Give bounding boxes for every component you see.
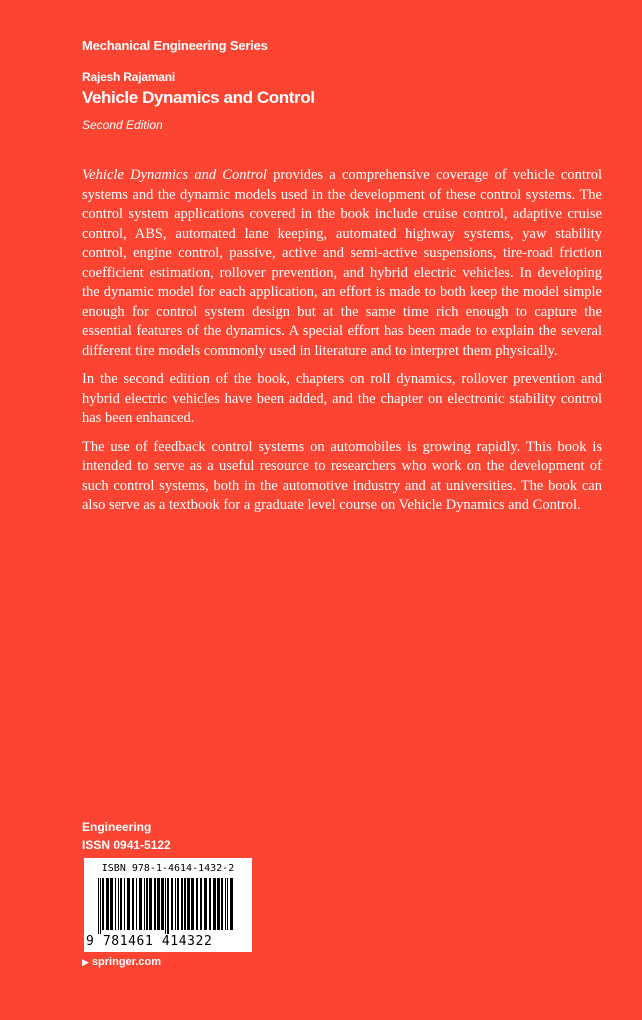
description-paragraph-1-text: provides a comprehensive coverage of vehicle control systems and the dynamic models used in the development of these control systems. The control system applications covered in the book include cruise control, adaptive cruise control, ABS, automated lane keeping, automated highway systems, yaw stability control, engine control, passive, active and semi-active suspensions, tire-road friction coefficient estimation, rollover prevention, and hybrid electric vehicles. In developing the dynamic model for each application, an effort is made to both keep the model simple enough for control system design but at the same time rich enough to capture the essential features of the dynamics. A special effort has been made to explain the several different tire models commonly used in literature and to interpret them physically. bbox=[82, 167, 603, 359]
book-description bbox=[82, 166, 602, 525]
barcode-digits: 9 781461 414322 bbox=[86, 934, 213, 949]
barcode bbox=[84, 858, 252, 952]
description-title-italic: Vehicle Dynamics and Control bbox=[82, 167, 267, 183]
publisher-url: springer.com bbox=[91, 956, 161, 968]
description-paragraph-3: The use of feedback control systems on automobiles is growing rapidly. This book is intended to serve as a useful resource to researchers who work on the development of such control systems, both in the automotive industry and at universities. The book can also serve as a textbook for a graduate level course on Vehicle Dynamics and Control. bbox=[82, 438, 602, 513]
issn-number: ISSN 0941-5122 bbox=[82, 838, 171, 852]
description-paragraph-2: In the second edition of the book, chapters on roll dynamics, rollover prevention and hybrid electric vehicles have been added, and the chapter on electronic stability control has been enhanced. bbox=[82, 371, 602, 426]
description-paragraph-1 bbox=[82, 166, 602, 361]
book-title: Vehicle Dynamics and Control bbox=[82, 88, 315, 107]
publisher-link[interactable] bbox=[82, 956, 161, 968]
triangle-right-icon: ▶ bbox=[82, 957, 89, 967]
barcode-bars bbox=[98, 878, 238, 934]
edition-label: Second Edition bbox=[82, 118, 163, 132]
author-name: Rajesh Rajamani bbox=[82, 70, 176, 84]
subject-category: Engineering bbox=[82, 820, 152, 834]
series-name: Mechanical Engineering Series bbox=[82, 38, 268, 53]
isbn-label: ISBN 978-1-4614-1432-2 bbox=[101, 863, 235, 874]
